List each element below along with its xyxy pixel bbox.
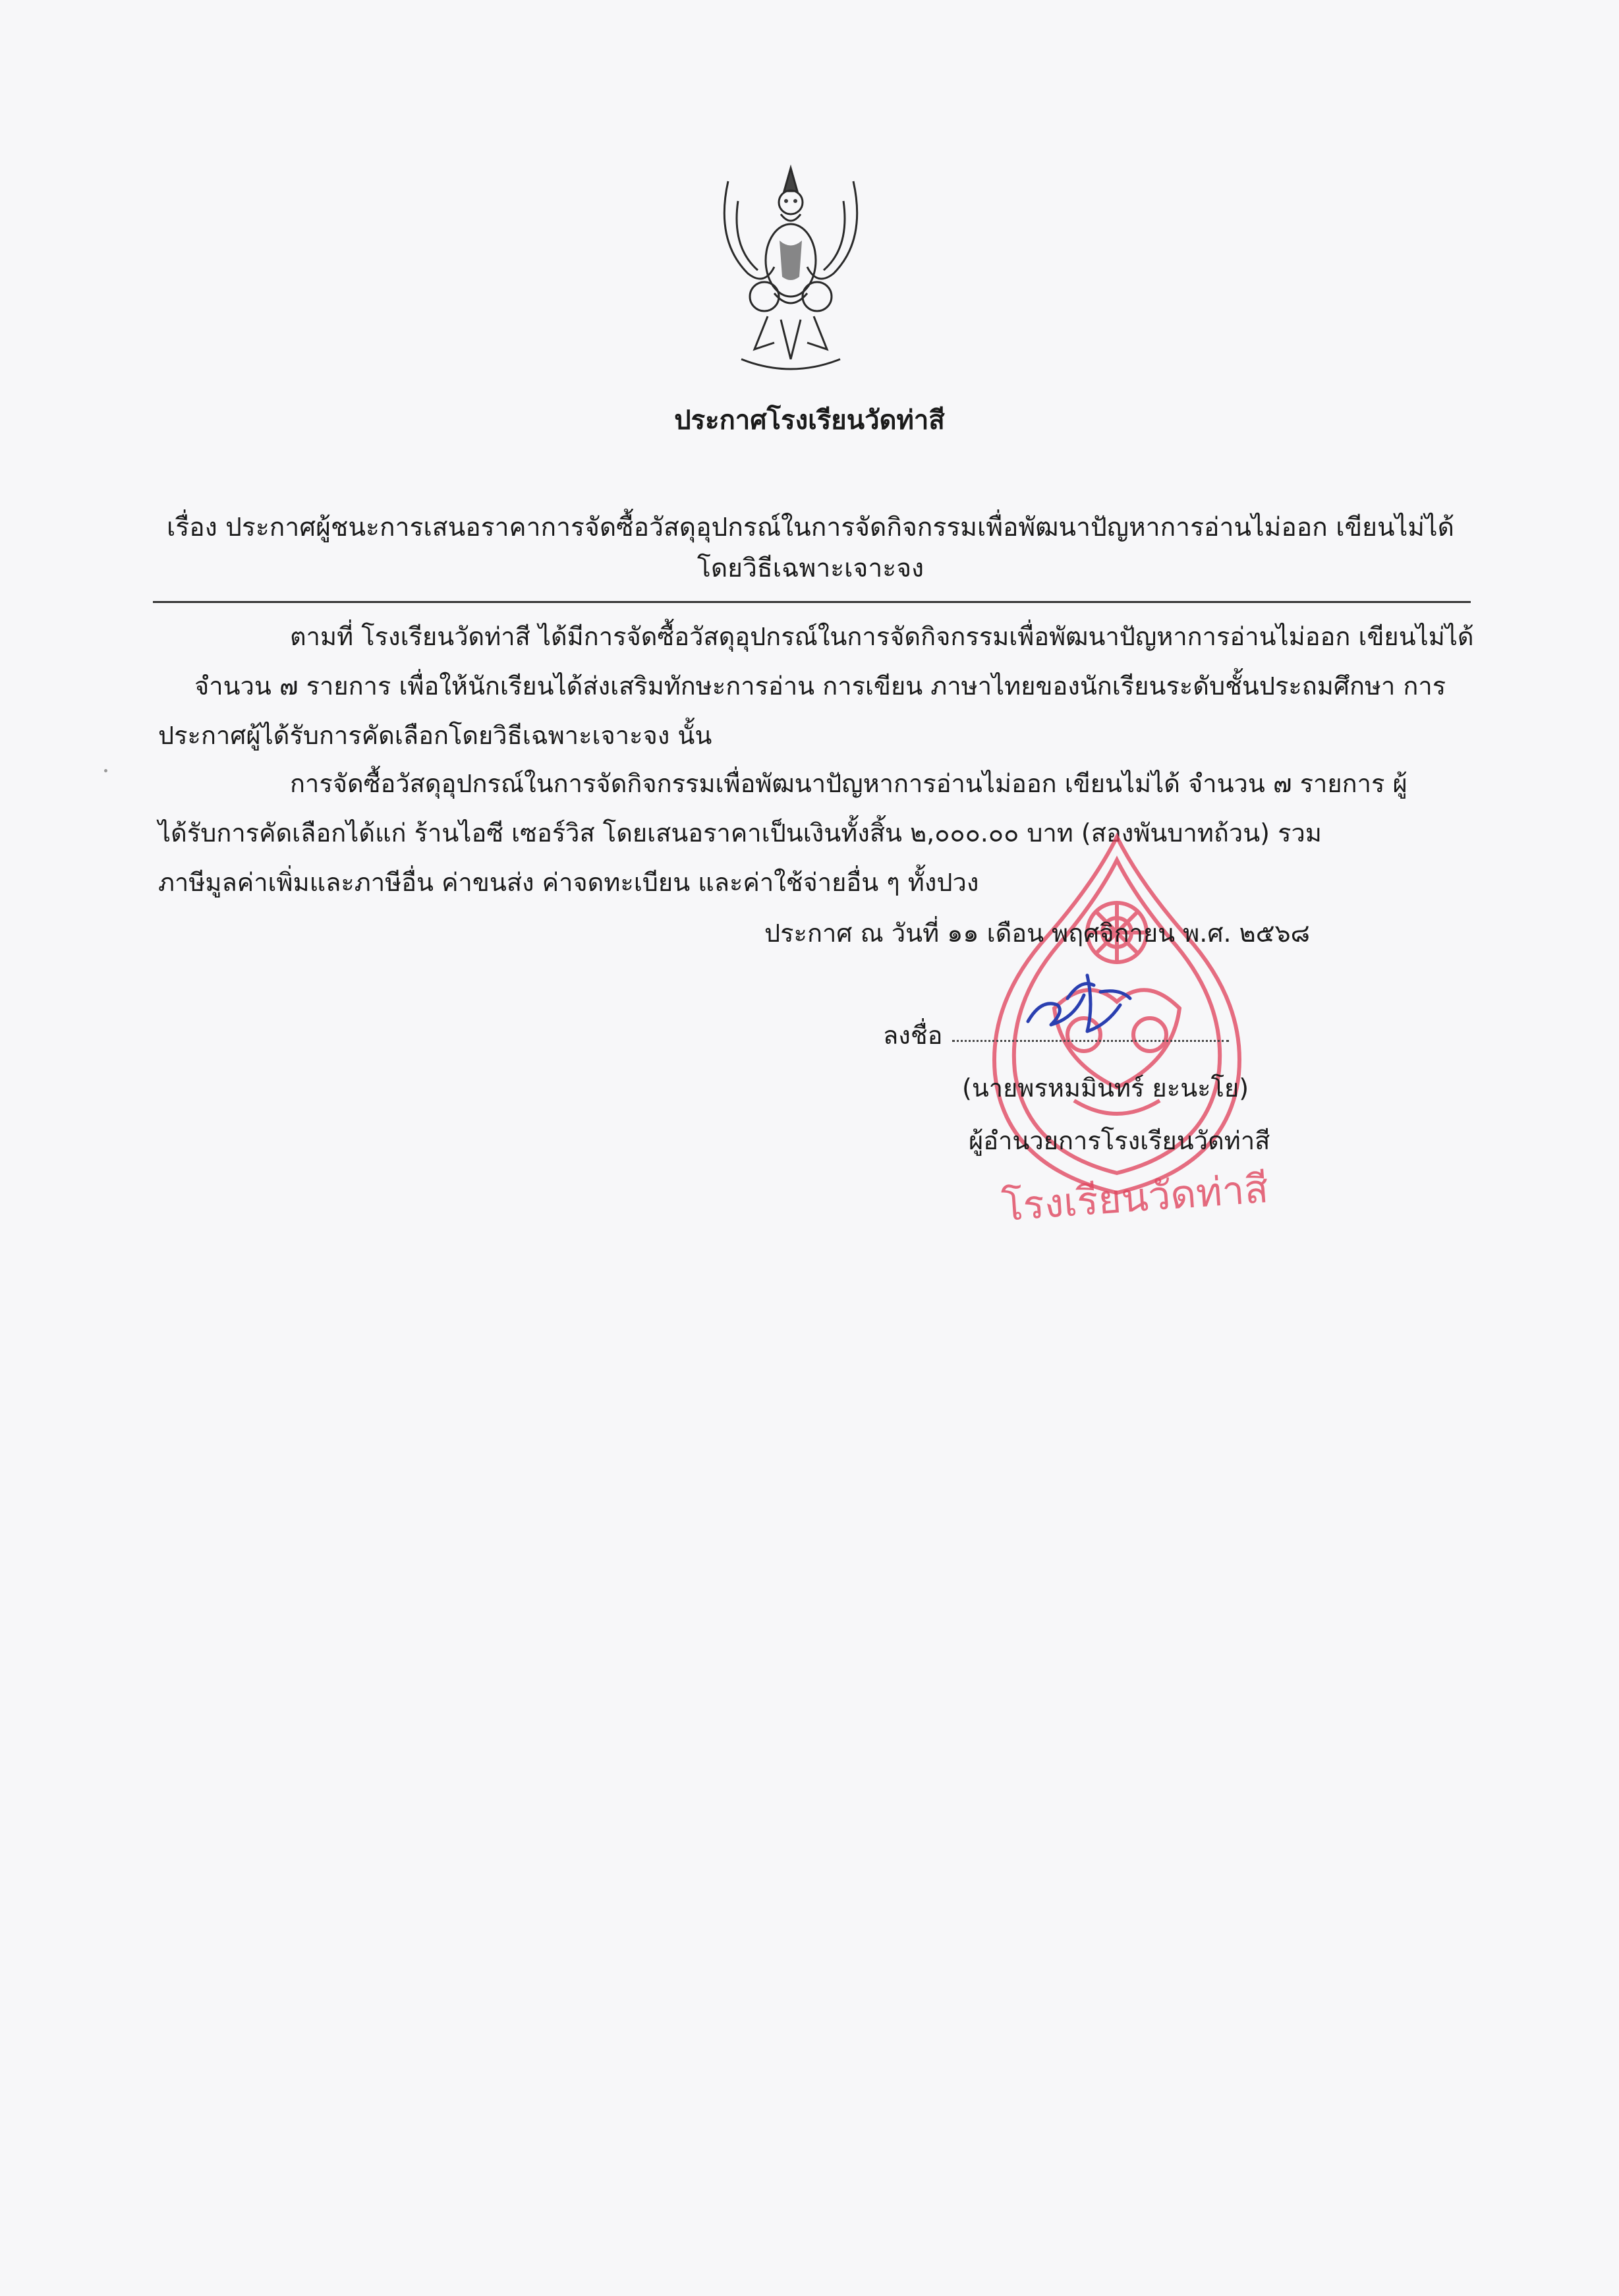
subject-line-1: เรื่อง ประกาศผู้ชนะการเสนอราคาการจัดซื้อวัสดุอุปกรณ์ในการจัดกิจกรรมเพื่อพัฒนาปัญหาการอ่านไม่ออก เขียนไม่ได้ — [167, 513, 1454, 542]
garuda-emblem-icon — [702, 161, 880, 379]
seal-text: โรงเรียนวัดท่าสี — [1000, 1165, 1270, 1231]
divider-rule — [153, 601, 1471, 603]
paragraph-2-line-2: ได้รับการคัดเลือกได้แก่ ร้านไอซี เซอร์วิส โดยเสนอราคาเป็นเงินทั้งสิ้น ๒,๐๐๐.๐๐ บาท (สองพันบาทถ้วน) รวม — [158, 818, 1322, 847]
signature-label: ลงชื่อ — [883, 1021, 943, 1050]
paragraph-1-line-1: ตามที่ โรงเรียนวัดท่าสี ได้มีการจัดซื้อวัสดุอุปกรณ์ในการจัดกิจกรรมเพื่อพัฒนาปัญหาการอ่านไม่ออก เขียนไม่ได้ — [290, 622, 1474, 651]
handwritten-signature — [1021, 959, 1153, 1051]
paragraph-1-line-2: จำนวน ๗ รายการ เพื่อให้นักเรียนได้ส่งเสริมทักษะการอ่าน การเขียน ภาษาไทยของนักเรียนระดับชั้นประถมศึกษา การ — [194, 672, 1446, 701]
scan-speck — [104, 769, 107, 772]
paragraph-2-line-3: ภาษีมูลค่าเพิ่มและภาษีอื่น ค่าขนส่ง ค่าจดทะเบียน และค่าใช้จ่ายอื่น ๆ ทั้งปวง — [158, 868, 979, 897]
paragraph-2-line-1: การจัดซื้อวัสดุอุปกรณ์ในการจัดกิจกรรมเพื่อพัฒนาปัญหาการอ่านไม่ออก เขียนไม่ได้ จำนวน ๗ รายการ ผู้ — [290, 769, 1407, 798]
subject-block — [158, 507, 1463, 589]
announcement-date: ประกาศ ณ วันที่ ๑๑ เดือน พฤศจิกายน พ.ศ. ๒๕๖๘ — [764, 919, 1310, 948]
signer-name: (นายพรหมมินทร์ ยะนะโย) — [962, 1074, 1249, 1103]
signer-position: ผู้อำนวยการโรงเรียนวัดท่าสี — [969, 1126, 1270, 1155]
subject-line-2: โดยวิธีเฉพาะเจาะจง — [696, 554, 924, 583]
paragraph-1-line-3: ประกาศผู้ได้รับการคัดเลือกโดยวิธีเฉพาะเจาะจง นั้น — [158, 721, 712, 750]
document-title: ประกาศโรงเรียนวัดท่าสี — [674, 405, 945, 436]
